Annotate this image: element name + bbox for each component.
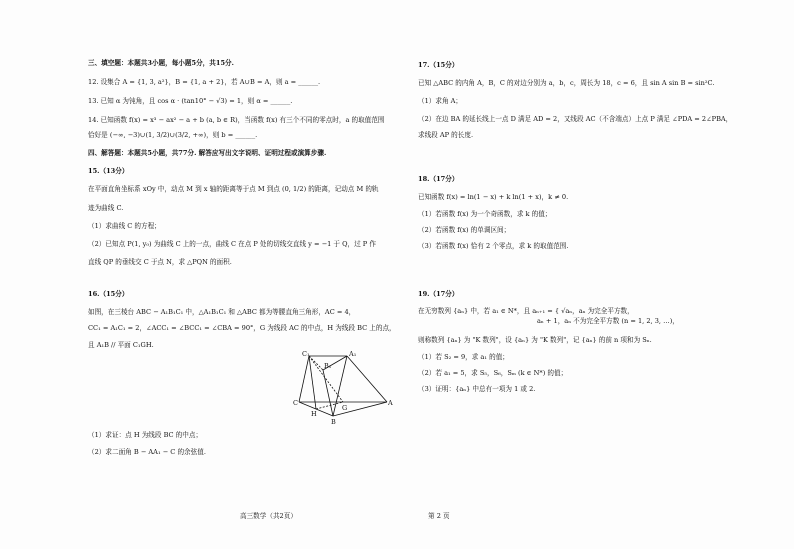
question-18-part1: （1）若函数 f(x) 为一个奇函数，求 k 的值； (418, 210, 552, 218)
question-16-line1: 如图，在三棱台 ABC − A₁B₁C₁ 中，△A₁B₁C₁ 和 △ABC 都为等腰直角三角形，AC = 4， (88, 308, 356, 316)
label-H: H (311, 410, 317, 418)
question-16-part2: （2）求二面角 B − AA₁ − C 的余弦值. (88, 448, 206, 456)
question-19-part3: （3）证明：{aₙ} 中总有一项为 1 或 2. (418, 385, 536, 393)
question-19-line1: 在无穷数列 {aₙ} 中，若 a₁ ∈ N*，且 aₙ₊₁ = { √aₙ，aₙ 为完全平方数， (418, 307, 634, 315)
question-16-line3: 且 A₁B // 平面 C₁GH. (88, 341, 154, 349)
question-17-line1: 已知 △ABC 的内角 A，B，C 的对边分别为 a，b，c，周长为 18，c = 6，且 sin A sin B = sin²C. (418, 79, 715, 87)
question-19-part2: （2）若 a₁ = 5，求 S₅，S₆，Sₘ (k ∈ N*) 的值； (418, 369, 568, 377)
question-15-part2-line1: （2）已知点 P(1, y₀) 为曲线 C 上的一点，曲线 C 在点 P 处的切线交直线 y = −1 于 Q，过 P 作 (88, 240, 376, 248)
question-16-line2: CC₁ = A₁C₁ = 2，∠ACC₁ = ∠BCC₁ = ∠CBA = 90°，G 为线段 AC 的中点，H 为线段 BC 上的点， (88, 324, 396, 332)
question-17-heading: 17.（15分） (418, 61, 459, 69)
question-18-part2: （2）若函数 f(x) 的单调区间； (418, 226, 511, 234)
question-17-part2-line2: 求线段 AP 的长度. (418, 131, 474, 139)
question-15-line1: 在平面直角坐标系 xOy 中，动点 M 到 x 轴的距离等于点 M 到点 (0, 1/2) 的距离，记动点 M 的轨 (88, 185, 379, 193)
question-19-line1b: aₙ + 1，aₙ 不为完全平方数 (n = 1, 2, 3, …)， (537, 317, 679, 325)
footer-left: 高三数学（共2页） (240, 512, 297, 520)
label-A1: A₁ (349, 350, 357, 358)
question-19-heading: 19.（17分） (418, 290, 459, 298)
question-17-part1: （1）求角 A； (418, 97, 463, 105)
question-12: 12. 设集合 A = {1, 3, a²}，B = {1, a + 2}，若 A∪B = A，则 a = ______. (88, 78, 321, 86)
question-15-part2-line2: 直线 QP 的垂线交 C 于点 N，求 △PQN 的面积. (88, 258, 232, 266)
question-13: 13. 已知 α 为钝角，且 cos α · (tan10° − √3) = 1，则 α = ______. (88, 97, 293, 105)
label-C1: C₁ (302, 350, 310, 358)
question-15-line2: 迹为曲线 C. (88, 204, 124, 212)
question-15-heading: 15.（13分） (88, 167, 129, 175)
question-15-part1: （1）求曲线 C 的方程； (88, 222, 161, 230)
question-16-part1: （1）求证：点 H 为线段 BC 的中点； (88, 431, 203, 439)
question-14-line1: 14. 已知函数 f(x) = x³ − ax² − a + b (a, b ∈ R)，当函数 f(x) 有三个不同的零点时，a 的取值范围 (88, 116, 385, 124)
question-19-line2: 则称数列 {aₙ} 为 "K 数列"，设 {aₙ} 为 "K 数列"，记 {aₙ} 的前 n 项和为 Sₙ. (418, 336, 652, 344)
frustum-figure (293, 350, 393, 430)
label-B1: B₁ (324, 362, 332, 370)
question-16-heading: 16.（15分） (88, 290, 129, 298)
section4-heading: 四、解答题：本题共5小题，共77分. 解答应写出文字说明、证明过程或演算步骤. (88, 149, 327, 157)
footer-right: 第 2 页 (428, 512, 450, 520)
question-18-line1: 已知函数 f(x) = ln(1 − x) + k ln(1 + x)，k ≠ 0. (418, 193, 569, 201)
question-18-part3: （3）若函数 f(x) 恰有 2 个零点，求 k 的取值范围. (418, 242, 569, 250)
question-17-part2-line1: （2）在边 BA 的延长线上一点 D 满足 AD = 2，又线段 AC（不含端点）上点 P 满足 ∠PDA = 2∠PBA， (418, 115, 733, 123)
question-19-part1: （1）若 S₂ = 9，求 a₁ 的值； (418, 353, 509, 361)
question-18-heading: 18.（17分） (418, 175, 459, 183)
label-B: B (331, 418, 336, 426)
label-A: A (388, 399, 393, 407)
section3-heading: 三、填空题：本题共3小题，每小题5分，共15分. (88, 59, 234, 67)
label-G: G (342, 404, 348, 412)
question-14-line2: 恰好是 (−∞, −3)∪(1, 3/2)∪(3/2, +∞)，则 b = ______. (88, 131, 258, 139)
label-C: C (293, 399, 298, 407)
